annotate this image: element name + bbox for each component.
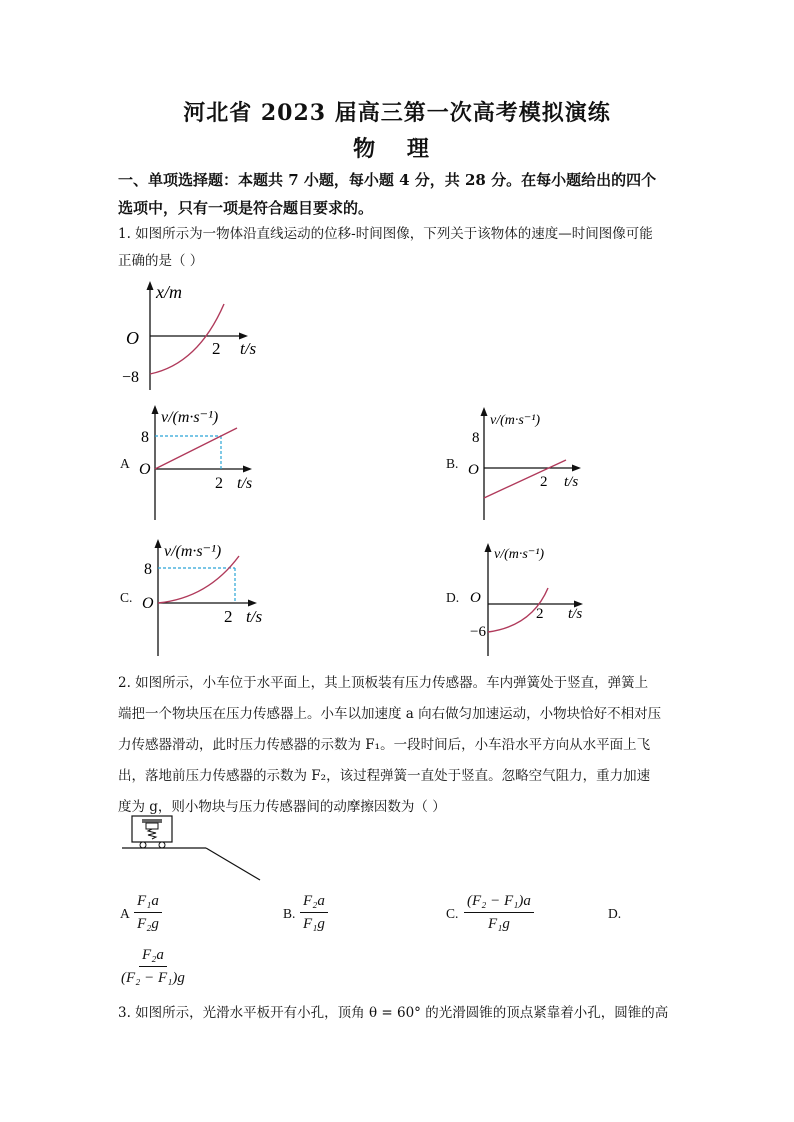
x-axis-label: t/s: [240, 339, 257, 358]
q1-option-a-label: A: [120, 456, 130, 471]
fraction-c: [464, 890, 534, 935]
denominator: F₁g: [487, 916, 510, 932]
y-axis-arrow: [481, 407, 488, 416]
y-tick-label: −6: [470, 624, 486, 640]
x-tick-label: 2: [540, 474, 548, 490]
x-tick-label: 2: [224, 607, 233, 626]
fraction-a: [134, 890, 162, 935]
q1-option-d-label: D.: [446, 590, 460, 605]
x-tick-label: 2: [212, 339, 221, 358]
q1-text-line1: 1. 如图所示为一物体沿直线运动的位移-时间图像，下列关于该物体的速度—时间图像可能: [118, 226, 653, 242]
q2-text-line4: 出，落地前压力传感器的示数为 F₂，该过程弹簧一直处于竖直。忽略空气阻力，重力加速: [118, 768, 651, 784]
numerator: F₂a: [300, 890, 328, 913]
subject-title: 物 理: [353, 136, 441, 162]
q1-option-d-graph: [466, 540, 596, 660]
y-axis-arrow: [147, 281, 154, 290]
q2-choice-b-label: B.: [283, 906, 296, 921]
denominator: (F₂ − F₁)g: [121, 970, 185, 986]
x-axis-arrow: [572, 465, 581, 472]
exam-title: 河北省 2023 届高三第一次高考模拟演练: [183, 100, 611, 126]
y-axis-label: v/(m·s⁻¹): [164, 543, 222, 560]
q2-choice-a: [134, 890, 162, 935]
y-tick-label: 8: [141, 429, 149, 446]
q2-choice-d: [118, 944, 188, 989]
section-heading-line1: 一、单项选择题：本题共 7 小题，每小题 4 分，共 28 分。在每小题给出的四个: [118, 171, 657, 189]
q3-text-line1: 3. 如图所示，光滑水平板开有小孔，顶角 θ = 60° 的光滑圆锥的顶点紧靠着小孔，圆锥的高: [118, 1005, 669, 1021]
fraction-b: [300, 890, 328, 935]
origin-label: O: [139, 461, 151, 478]
q2-choice-d-label: D.: [608, 906, 622, 921]
section-heading-line2: 选项中，只有一项是符合题目要求的。: [118, 199, 374, 217]
numerator: F₁a: [134, 890, 162, 913]
velocity-curve: [158, 556, 239, 603]
origin-label: O: [142, 595, 154, 612]
x-tick-label: 2: [215, 475, 223, 492]
q2-cart-diagram: [120, 812, 270, 886]
q1-option-b-label: B.: [446, 456, 459, 471]
q2-choice-c: [464, 890, 534, 935]
q2-text-line5: 度为 g，则小物块与压力传感器间的动摩擦因数为（ ）: [118, 799, 446, 815]
spring: [148, 829, 156, 839]
velocity-line: [155, 428, 237, 469]
q1-text-line2: 正确的是（ ）: [118, 253, 204, 269]
q2-choice-a-label: A: [120, 906, 130, 921]
x-axis-arrow: [243, 466, 252, 473]
origin-label: O: [470, 590, 481, 606]
x-axis-label: t/s: [568, 606, 583, 622]
x-axis-label: t/s: [246, 607, 263, 626]
velocity-line: [484, 460, 566, 498]
numerator: F₂a: [139, 944, 167, 967]
q1-position-time-graph: [118, 278, 278, 393]
wheel-right: [159, 842, 165, 848]
y-tick-label: 8: [144, 561, 152, 578]
y-axis-label: v/(m·s⁻¹): [161, 409, 219, 426]
y-axis-arrow: [485, 543, 492, 552]
q2-text-line3: 力传感器滑动，此时压力传感器的示数为 F₁。一段时间后，小车沿水平方向从水平面上飞: [118, 737, 651, 753]
block: [146, 823, 158, 829]
denominator: F₁g: [303, 916, 325, 932]
q2-choice-c-label: C.: [446, 906, 459, 921]
y-tick-label: 8: [472, 430, 480, 446]
q2-choice-b: [300, 890, 328, 935]
denominator: F₂g: [137, 916, 159, 932]
y-axis-label: x/m: [156, 282, 182, 302]
pressure-sensor: [142, 819, 162, 823]
fraction-d: [118, 944, 188, 989]
y-axis-arrow: [155, 539, 162, 548]
slope-line: [206, 848, 260, 880]
origin-label: O: [468, 462, 479, 478]
y-axis-arrow: [152, 405, 159, 414]
origin-label: O: [126, 328, 139, 348]
q2-text-line2: 端把一个物块压在压力传感器上。小车以加速度 a 向右做匀加速运动，小物块恰好不相对压: [118, 706, 662, 722]
x-tick-label: 2: [536, 606, 544, 622]
q1-option-b-graph: [464, 404, 594, 524]
x-axis-label: t/s: [564, 474, 579, 490]
q1-option-c-graph: [138, 536, 278, 660]
q2-text-line1: 2. 如图所示，小车位于水平面上，其上顶板装有压力传感器。车内弹簧处于竖直，弹簧上: [118, 675, 649, 691]
wheel-left: [140, 842, 146, 848]
y-axis-label: v/(m·s⁻¹): [494, 547, 545, 562]
x-axis-label: t/s: [237, 475, 253, 492]
x-axis-arrow: [248, 600, 257, 607]
q1-option-c-label: C.: [120, 590, 133, 605]
y-intercept-label: −8: [122, 369, 140, 386]
y-axis-label: v/(m·s⁻¹): [490, 413, 541, 428]
q1-option-a-graph: [135, 402, 275, 524]
numerator: (F₂ − F₁)a: [464, 890, 534, 913]
